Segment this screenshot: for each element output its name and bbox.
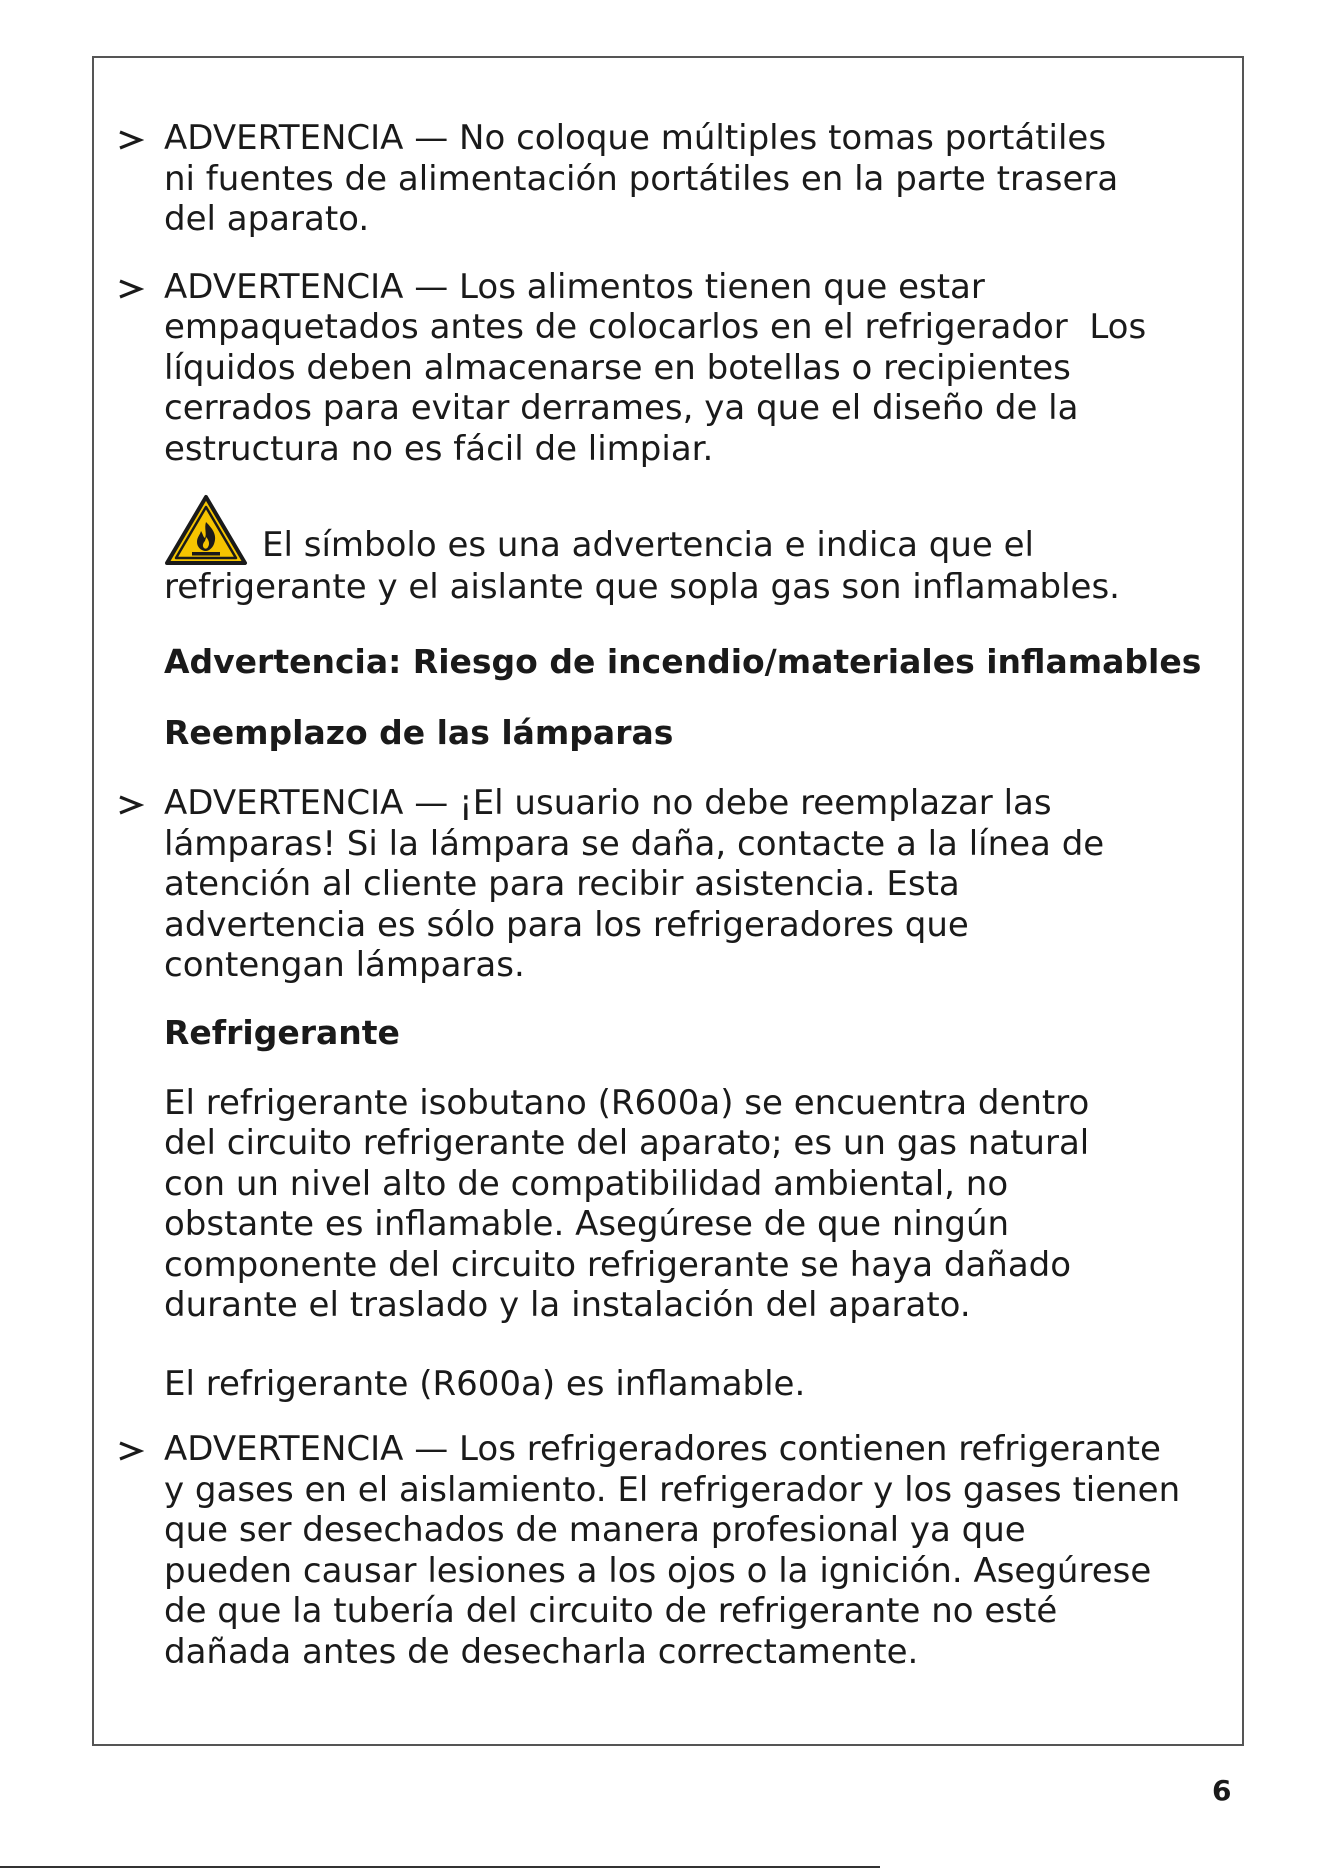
text-line: ADVERTENCIA — ¡El usuario no debe reemplazar las: [164, 783, 1052, 823]
warning-food-packaging: [164, 267, 1244, 470]
text-line: durante el traslado y la instalación del aparato.: [164, 1285, 971, 1325]
text-line: componente del circuito refrigerante se haya dañado: [164, 1244, 1072, 1285]
arrow-bullet-icon: [118, 1429, 146, 1469]
refrigerant-paragraph: [164, 1083, 1244, 1326]
bottom-divider: [0, 1866, 880, 1868]
text-line: contengan lámparas.: [164, 945, 525, 985]
text-line: obstante es inflamable. Asegúrese de que ningún: [164, 1204, 1010, 1244]
text-line: pueden causar lesiones a los ojos o la ignición. Asegúrese: [164, 1550, 1152, 1591]
text-line: estructura no es fácil de limpiar.: [164, 428, 714, 469]
text-line: ni fuentes de alimentación portátiles en la parte trasera: [164, 158, 1119, 199]
text-line: del circuito refrigerante del aparato; es un gas natural: [164, 1123, 1090, 1163]
text-line: dañada antes de desecharla correctamente.: [164, 1631, 919, 1672]
text-line: El símbolo es una advertencia e indica que el: [262, 525, 1034, 565]
warning-lamp-replacement: [164, 783, 1244, 986]
text-line: que ser desechados de manera profesional ya que: [164, 1510, 1026, 1550]
arrow-bullet-icon: [118, 267, 146, 307]
text-line: advertencia es sólo para los refrigeradores que: [164, 904, 969, 945]
text-line: empaquetados antes de colocarlos en el refrigerador Los: [164, 307, 1147, 347]
text-line: refrigerante y el aislante que sopla gas son inflamables.: [164, 567, 1120, 607]
page-content: [164, 118, 1244, 1699]
text-line: del aparato.: [164, 199, 370, 239]
refrigerant-flammable-note: [164, 1364, 1244, 1405]
warning-portable-outlets: [164, 118, 1244, 240]
text-line: cerrados para evitar derrames, ya que el diseño de la: [164, 388, 1079, 428]
text-line: con un nivel alto de compatibilidad ambiental, no: [164, 1163, 1009, 1204]
flammable-warning-icon: [164, 494, 248, 566]
text-line: líquidos deben almacenarse en botellas o recipientes: [164, 347, 1071, 388]
warning-disposal: [164, 1429, 1244, 1672]
heading-fire-risk: Advertencia: Riesgo de incendio/materiales inflamables: [164, 642, 1202, 681]
text-line: de que la tubería del circuito de refrigerante no esté: [164, 1591, 1058, 1631]
flammable-symbol-note: [164, 494, 1244, 608]
heading-lamp-replacement: Reemplazo de las lámparas: [164, 713, 674, 752]
text-line: y gases en el aislamiento. El refrigerador y los gases tienen: [164, 1469, 1181, 1510]
text-line: El refrigerante (R600a) es inflamable.: [164, 1363, 806, 1404]
text-line: ADVERTENCIA — Los alimentos tienen que estar: [164, 266, 985, 307]
page-number: 6: [1212, 1774, 1232, 1807]
arrow-bullet-icon: [118, 783, 146, 823]
arrow-bullet-icon: [118, 118, 146, 158]
text-line: El refrigerante isobutano (R600a) se encuentra dentro: [164, 1082, 1090, 1123]
text-line: ADVERTENCIA — Los refrigeradores contienen refrigerante: [164, 1429, 1161, 1469]
text-line: atención al cliente para recibir asistencia. Esta: [164, 864, 960, 904]
heading-refrigerant: Refrigerante: [164, 1012, 400, 1052]
text-line: lámparas! Si la lámpara se daña, contacte a la línea de: [164, 823, 1105, 864]
text-line: ADVERTENCIA — No coloque múltiples tomas portátiles: [164, 118, 1107, 158]
